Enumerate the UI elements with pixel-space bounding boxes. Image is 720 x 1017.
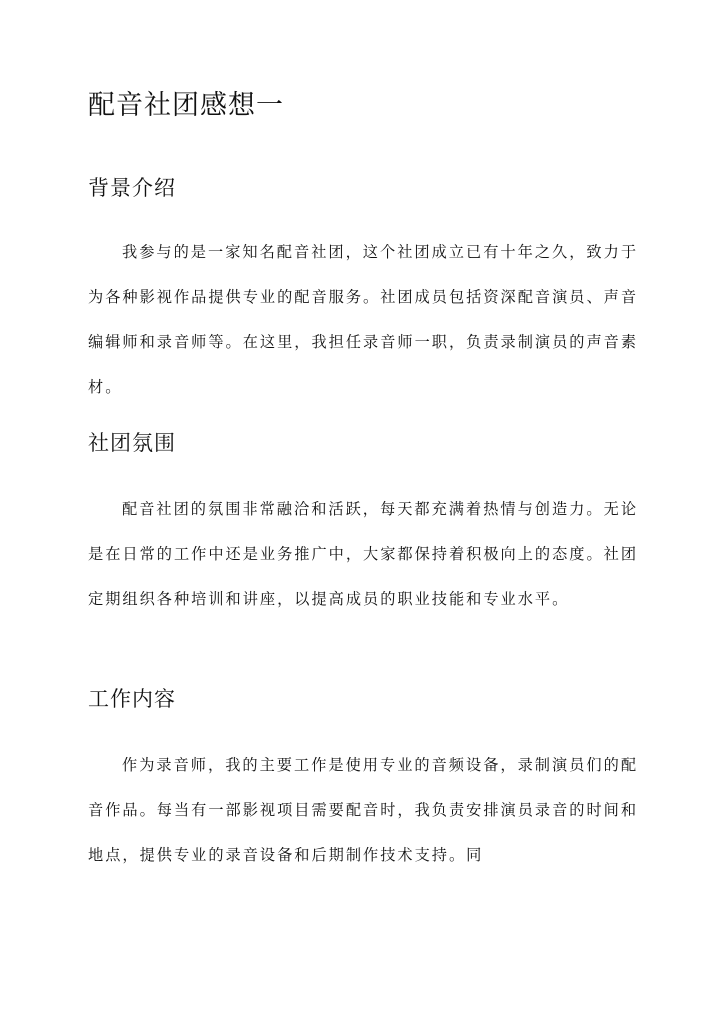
section-paragraph-background: 我参与的是一家知名配音社团，这个社团成立已有十年之久，致力于为各种影视作品提供专业的配音服务。社团成员包括资深配音演员、声音编辑师和录音师等。在这里，我担任录音师一职，负责录制演员的声音素材。 — [88, 243, 638, 396]
section-heading-atmosphere: 社团氛围 — [88, 431, 176, 455]
section-paragraph-atmosphere: 配音社团的氛围非常融洽和活跃，每天都充满着热情与创造力。无论是在日常的工作中还是业务推广中，大家都保持着积极向上的态度。社团定期组织各种培训和讲座，以提高成员的职业技能和专业水平。 — [88, 500, 638, 608]
document-title: 配音社团感想一 — [88, 90, 284, 121]
section-heading-work-content: 工作内容 — [88, 687, 176, 711]
section-paragraph-work-content: 作为录音师，我的主要工作是使用专业的音频设备，录制演员们的配音作品。每当有一部影视项目需要配音时，我负责安排演员录音的时间和地点，提供专业的录音设备和后期制作技术支持。同 — [88, 756, 638, 864]
section-heading-background: 背景介绍 — [88, 176, 176, 200]
